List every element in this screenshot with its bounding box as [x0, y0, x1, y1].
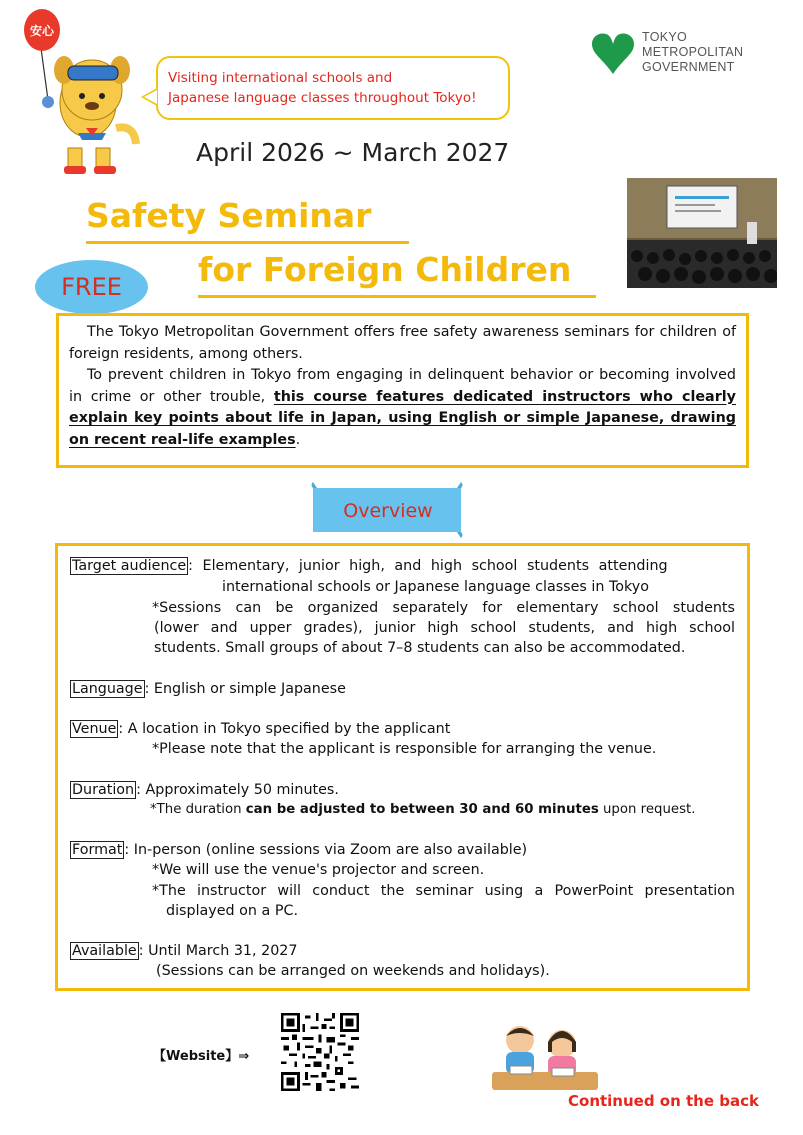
free-badge: FREE: [35, 260, 148, 314]
available-text: : Until March 31, 2027: [138, 943, 298, 959]
intro-paragraph-1: The Tokyo Metropolitan Government offers free safety awareness seminars for children of foreign residents, among others.: [69, 324, 736, 362]
target-row: [70, 556, 735, 577]
program-period: April 2026 ~ March 2027: [196, 138, 510, 167]
seminar-photo: [627, 178, 777, 288]
venue-text: : A location in Tokyo specified by the applicant: [118, 721, 451, 737]
language-term: Language: [72, 681, 143, 697]
target-text-1: : Elementary, junior high, and high school students attending: [188, 558, 668, 574]
target-note-1: *Sessions can be organized separately for elementary school students: [152, 600, 735, 616]
tokyo-government-logo-icon: [590, 30, 636, 74]
website-label: 【Website】⇒: [153, 1049, 250, 1064]
intro-box: [56, 313, 749, 468]
target-note-2: (lower and upper grades), junior high school students, and high school: [154, 620, 735, 636]
format-row: [70, 840, 735, 861]
available-term: Available: [72, 943, 137, 959]
title-line-2: for Foreign Children: [198, 250, 572, 289]
intro-paragraph-2: [69, 365, 736, 451]
duration-note-bold: can be adjusted to between 30 and 60 minutes: [245, 802, 599, 817]
venue-row: [70, 719, 735, 740]
target-term: Target audience: [72, 558, 187, 574]
duration-note-start: *The duration: [150, 802, 246, 817]
bubble-line-2: Japanese language classes throughout Tokyo!: [168, 90, 477, 106]
venue-term: Venue: [72, 721, 117, 737]
venue-note: *Please note that the applicant is responsible for arranging the venue.: [152, 741, 657, 757]
language-text: : English or simple Japanese: [144, 681, 346, 697]
format-text: : In-person (online sessions via Zoom are also available): [124, 842, 528, 858]
balloon-text: 安心: [29, 24, 55, 38]
format-note-3: displayed on a PC.: [166, 903, 298, 919]
available-row: [70, 941, 735, 962]
target-note-3: students. Small groups of about 7–8 students can also be accommodated.: [154, 640, 686, 656]
format-note-1: *We will use the venue's projector and screen.: [152, 862, 485, 878]
language-row: [70, 679, 735, 700]
duration-text: : Approximately 50 minutes.: [136, 782, 339, 798]
title-underline-1: [86, 241, 409, 244]
duration-row: [70, 780, 735, 801]
speech-bubble: [156, 56, 510, 120]
bubble-line-1: Visiting international schools and: [168, 70, 393, 86]
available-note: (Sessions can be arranged on weekends and holidays).: [156, 963, 550, 979]
continued-on-back-note: Continued on the back: [568, 1092, 759, 1110]
logo-line-1: TOKYO: [642, 30, 688, 44]
bubble-tail-inner: [144, 90, 157, 104]
duration-note: [150, 800, 695, 821]
website-qr-code[interactable]: [281, 1013, 359, 1091]
duration-term: Duration: [72, 782, 135, 798]
children-studying-illustration: [490, 1018, 600, 1096]
title-line-1: Safety Seminar: [86, 196, 372, 235]
format-term: Format: [72, 842, 123, 858]
tokyo-government-wordmark: [642, 30, 743, 75]
intro-p2-end: .: [295, 431, 301, 448]
mascot-illustration: [18, 8, 146, 178]
format-note-2: *The instructor will conduct the seminar using a PowerPoint presentation: [152, 883, 735, 899]
target-text-2: international schools or Japanese language classes in Tokyo: [222, 579, 650, 595]
intro-p2-highlight: this course features dedicated instructors who clearly explain key points about life in Japan, using English or simple Japanese, drawing on recent real-life examples: [69, 388, 736, 448]
logo-line-2: METROPOLITAN: [642, 45, 744, 59]
overview-label: Overview: [343, 500, 433, 522]
logo-line-3: GOVERNMENT: [642, 60, 735, 74]
title-underline-2: [198, 295, 596, 298]
intro-p2-start: To prevent children in Tokyo from engaging in delinquent behavior or becoming involved in crime or other trouble,: [69, 367, 736, 405]
details-box: [55, 543, 750, 991]
duration-note-end: upon request.: [598, 802, 696, 817]
